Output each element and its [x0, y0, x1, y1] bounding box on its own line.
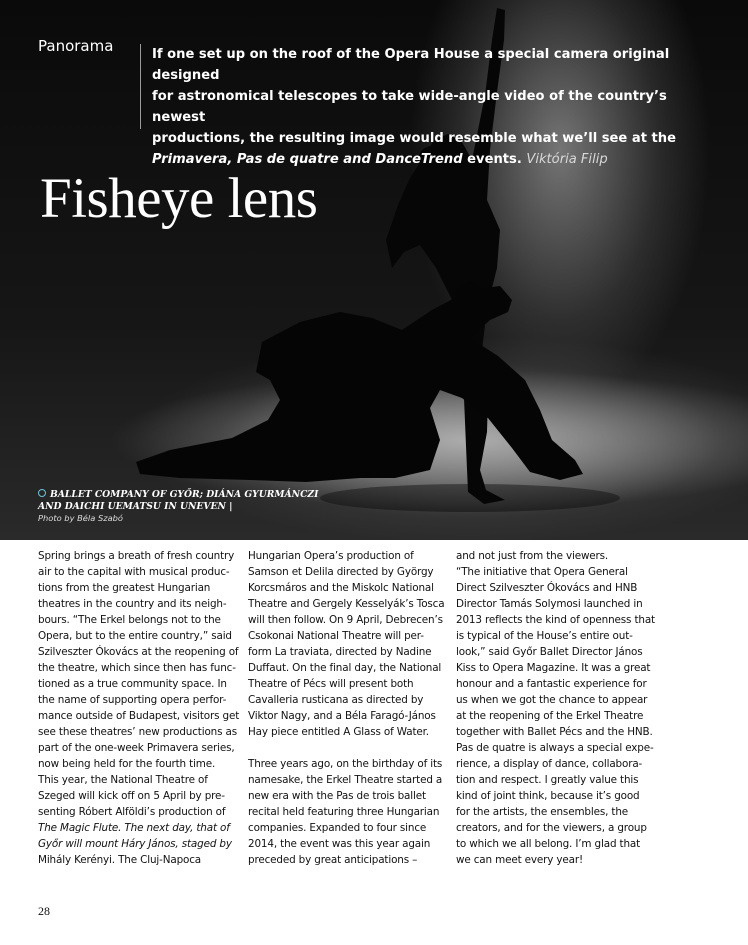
text-line: part of the one-week Primavera series, — [38, 742, 235, 754]
text-line: The Magic Flute. The next day, that of — [38, 822, 230, 834]
text-line: tioned as a true community space. In — [38, 678, 227, 690]
caption-line — [38, 489, 358, 501]
text-line: preceded by great anticipations – — [248, 854, 418, 866]
text-line: Spring brings a breath of fresh country — [38, 550, 235, 562]
text-line: the name of supporting opera perfor- — [38, 694, 227, 706]
text-line: Director Tamás Solymosi launched in — [456, 598, 643, 610]
text-line: is typical of the House’s entire out- — [456, 630, 633, 642]
text-line: Csokonai National Theatre will per- — [248, 630, 424, 642]
text-line: 2014, the event was this year again — [248, 838, 431, 850]
section-label: Panorama — [38, 37, 114, 55]
text-line: look,” said Győr Ballet Director János — [456, 646, 643, 658]
text-line: Direct Szilveszter Ókovács and HNB — [456, 582, 638, 594]
text-line: Duffaut. On the final day, the National — [248, 662, 442, 674]
paragraph — [38, 548, 250, 868]
text-line: bours. “The Erkel belongs not to the — [38, 614, 221, 626]
text-line: honour and a fantastic experience for — [456, 678, 647, 690]
page-number: 28 — [38, 904, 50, 918]
standfirst-line-end: events. — [462, 152, 522, 167]
text-line: namesake, the Erkel Theatre started a — [248, 774, 443, 786]
text-line: Korcsmáros and the Miskolc National — [248, 582, 434, 594]
text-line: mance outside of Budapest, visitors get — [38, 710, 240, 722]
text-line: us when we got the chance to appear — [456, 694, 648, 706]
caption-text: BALLET COMPANY OF GYŐR; DIÁNA GYURMÁNCZI — [50, 489, 319, 500]
text-line: for the artists, the ensembles, the — [456, 806, 629, 818]
text-line: we can meet every year! — [456, 854, 584, 866]
paragraph — [456, 548, 668, 868]
body-column-2 — [248, 548, 460, 868]
text-line: and not just from the viewers. — [456, 550, 609, 562]
text-line: This year, the National Theatre of — [38, 774, 208, 786]
standfirst-line: If one set up on the roof of the Opera House a special camera original designed — [152, 47, 670, 83]
text-line: see these theatres’ new productions as — [38, 726, 237, 738]
text-line: together with Ballet Pécs and the HNB. — [456, 726, 653, 738]
body-column-3 — [456, 548, 668, 868]
text-line: recital held featuring three Hungarian — [248, 806, 440, 818]
text-line: 2013 reflects the kind of openness that — [456, 614, 655, 626]
text-line: “The initiative that Opera General — [456, 566, 628, 578]
text-line: rience, a display of dance, collabora- — [456, 758, 643, 770]
caption-line: AND DAICHI UEMATSU IN UNEVEN | — [38, 501, 233, 512]
text-line: tion and respect. I greatly value this — [456, 774, 639, 786]
text-line: Opera, but to the entire country,” said — [38, 630, 232, 642]
text-line: senting Róbert Alföldi’s production of — [38, 806, 226, 818]
text-line: Theatre and Gergely Kesselyák’s Tosca — [248, 598, 445, 610]
text-line: tions from the greatest Hungarian — [38, 582, 211, 594]
text-line: Cavalleria rusticana as directed by — [248, 694, 424, 706]
text-line: Pas de quatre is always a special expe- — [456, 742, 654, 754]
event-names: Primavera, Pas de quatre and DanceTrend — [152, 152, 463, 167]
body-column-1 — [38, 548, 250, 868]
standfirst-line: productions, the resulting image would resemble what we’ll see at the — [152, 131, 676, 146]
paragraph-gap — [248, 740, 460, 756]
paragraph — [248, 548, 460, 740]
text-line: will then follow. On 9 April, Debrecen’s — [248, 614, 443, 626]
text-line: form La traviata, directed by Nadine — [248, 646, 432, 658]
text-line: Mihály Kerényi. The Cluj-Napoca — [38, 854, 202, 866]
text-line: new era with the Pas de trois ballet — [248, 790, 426, 802]
text-line: Győr will mount Háry János, staged by — [38, 838, 232, 850]
text-line: Szeged will kick off on 5 April by pre- — [38, 790, 225, 802]
text-line: Viktor Nagy, and a Béla Faragó-János — [248, 710, 436, 722]
text-line: Szilveszter Ókovács at the reopening of — [38, 646, 239, 658]
text-line: at the reopening of the Erkel Theatre — [456, 710, 644, 722]
article-title: Fisheye lens — [40, 167, 318, 230]
text-line: the theatre, which since then has func- — [38, 662, 236, 674]
text-line: Kiss to Opera Magazine. It was a great — [456, 662, 651, 674]
text-line: Hungarian Opera’s production of — [248, 550, 414, 562]
text-line: Three years ago, on the birthday of its — [248, 758, 443, 770]
text-line: kind of joint think, because it’s good — [456, 790, 640, 802]
standfirst-line: for astronomical telescopes to take wide-angle video of the country’s newest — [152, 89, 667, 125]
text-line: theatres in the country and its neigh- — [38, 598, 227, 610]
text-line: Hay piece entitled A Glass of Water. — [248, 726, 429, 738]
text-line: companies. Expanded to four since — [248, 822, 427, 834]
paragraph — [248, 756, 460, 868]
standfirst — [152, 44, 722, 170]
section-divider — [140, 44, 141, 129]
photo-caption — [38, 489, 358, 524]
text-line: Theatre of Pécs will present both — [248, 678, 414, 690]
author: Viktória Filip — [526, 152, 608, 167]
caption-bullet-icon — [38, 489, 46, 497]
text-line: creators, and for the viewers, a group — [456, 822, 647, 834]
text-line: to which we all belong. I’m glad that — [456, 838, 641, 850]
photo-credit: Photo by Béla Szabó — [38, 513, 123, 523]
text-line: Samson et Delila directed by György — [248, 566, 434, 578]
text-line: air to the capital with musical produc- — [38, 566, 230, 578]
text-line: now being held for the fourth time. — [38, 758, 216, 770]
